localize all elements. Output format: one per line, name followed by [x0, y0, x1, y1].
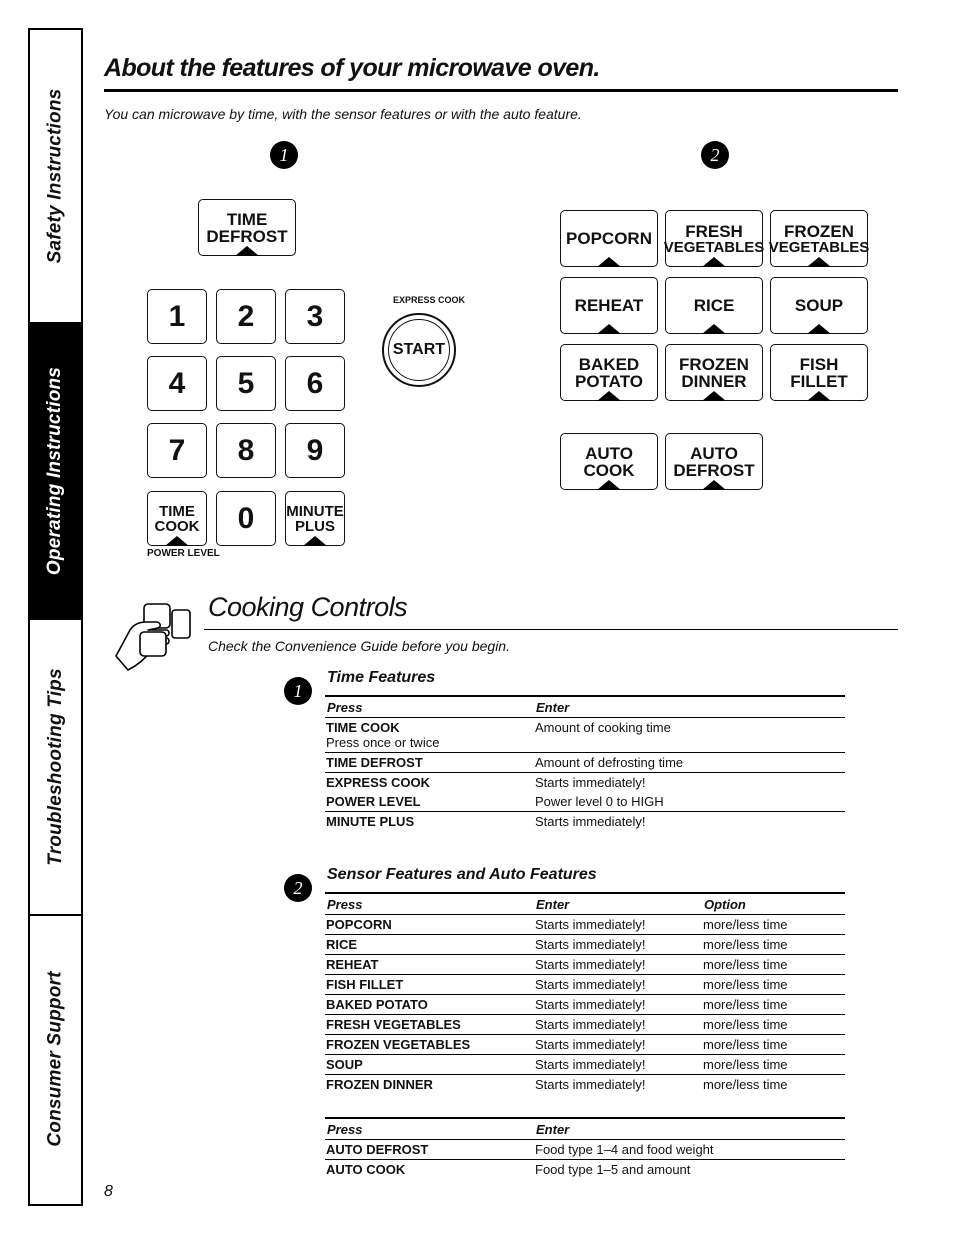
arrow-up-icon: [303, 536, 327, 546]
auto-cook-key[interactable]: [560, 433, 658, 490]
key-label-line1: FROZEN: [679, 354, 749, 374]
key-label-line2: POTATO: [575, 371, 643, 391]
key-label-line2: VEGETABLES: [663, 238, 765, 256]
title-divider: [104, 89, 898, 92]
press-cell: AUTO DEFROST: [325, 1140, 534, 1160]
rice-key[interactable]: [665, 277, 763, 334]
press-cell: FRESH VEGETABLES: [325, 1015, 534, 1035]
press-label: TIME COOK: [326, 720, 400, 735]
table-row: [325, 812, 845, 832]
cooking-controls-title: Cooking Controls: [208, 592, 408, 622]
option-cell: more/less time: [702, 995, 845, 1015]
power-level-caption: POWER LEVEL: [147, 548, 220, 559]
table-row: [325, 1035, 845, 1055]
page-number: 8: [104, 1183, 113, 1200]
enter-cell: Power level 0 to HIGH: [534, 792, 845, 812]
enter-cell: Starts immediately!: [534, 935, 702, 955]
table-row: [325, 1015, 845, 1035]
enter-cell: Starts immediately!: [534, 955, 702, 975]
tab-label: Operating Instructions: [44, 366, 66, 576]
side-tabs: [28, 28, 83, 1206]
time-cook-key[interactable]: [147, 491, 207, 546]
baked-potato-key[interactable]: [560, 344, 658, 401]
key-label-line1: FISH: [799, 354, 839, 374]
enter-cell: Starts immediately!: [534, 995, 702, 1015]
arrow-up-icon: [597, 480, 621, 490]
table-row: [325, 753, 845, 773]
express-cook-caption: EXPRESS COOK: [393, 295, 466, 305]
fresh-vegetables-key[interactable]: [665, 210, 763, 267]
arrow-up-icon: [807, 324, 831, 334]
table-row: [325, 1160, 845, 1180]
enter-cell: Food type 1–5 and amount: [535, 1162, 691, 1177]
cooking-controls-divider: [204, 629, 898, 630]
key-label-line2: DEFROST: [673, 460, 755, 480]
arrow-up-icon: [597, 391, 621, 401]
enter-cell: Amount of cooking time: [534, 718, 845, 753]
page-title: About the features of your microwave oven.: [104, 54, 600, 82]
column-header: Press: [325, 1118, 534, 1140]
key-label-line1: FROZEN: [784, 221, 854, 241]
table-row: [325, 935, 845, 955]
key-label-line1: AUTO: [690, 443, 738, 463]
table-header-row: [325, 893, 845, 915]
table-row: [325, 718, 845, 753]
digit-key-8[interactable]: 8: [216, 423, 276, 478]
auto-features-table: [325, 1117, 845, 1179]
press-cell: POPCORN: [325, 915, 534, 935]
enter-cell: Starts immediately!: [535, 1077, 646, 1092]
digit-key-6[interactable]: 6: [285, 356, 345, 411]
press-cell: FISH FILLET: [325, 975, 534, 995]
digit-key-7[interactable]: 7: [147, 423, 207, 478]
option-cell: more/less time: [702, 955, 845, 975]
press-cell: BAKED POTATO: [325, 995, 534, 1015]
frozen-dinner-key[interactable]: [665, 344, 763, 401]
tab-operating-instructions[interactable]: [30, 322, 81, 620]
hand-pressing-icon: [110, 600, 194, 674]
tab-label: Troubleshooting Tips: [44, 668, 66, 866]
digit-key-9[interactable]: 9: [285, 423, 345, 478]
marker-one: 1: [270, 141, 298, 169]
key-label-line1: REHEAT: [574, 296, 644, 315]
frozen-vegetables-key[interactable]: [770, 210, 868, 267]
table-row: [325, 995, 845, 1015]
key-label-line1: SOUP: [794, 296, 844, 315]
enter-cell: Amount of defrosting time: [534, 753, 845, 773]
key-label-line1: RICE: [693, 296, 735, 315]
column-header: Press: [325, 696, 534, 718]
digit-key-5[interactable]: 5: [216, 356, 276, 411]
column-header: Press: [325, 893, 534, 915]
key-label-line1: TIME: [159, 502, 195, 520]
tab-consumer-support[interactable]: [30, 914, 81, 1204]
key-label-line1: FRESH: [685, 221, 743, 241]
arrow-up-icon: [702, 480, 726, 490]
time-features-table: [325, 695, 845, 831]
arrow-up-icon: [807, 257, 831, 267]
option-cell: more/less time: [702, 915, 845, 935]
arrow-up-icon: [807, 391, 831, 401]
key-label-line2: DINNER: [681, 371, 747, 391]
key-label-line2: COOK: [154, 517, 200, 535]
enter-cell: Starts immediately!: [534, 1035, 702, 1055]
arrow-up-icon: [165, 536, 189, 546]
press-cell: [325, 718, 534, 753]
key-label-line2: DEFROST: [206, 226, 288, 246]
start-button[interactable]: [382, 313, 456, 387]
table-row: [325, 792, 845, 812]
marker-one: 1: [284, 677, 312, 705]
sensor-features-table: [325, 892, 845, 1094]
press-cell: RICE: [325, 935, 534, 955]
press-cell: MINUTE PLUS: [326, 814, 415, 829]
table-row: [325, 915, 845, 935]
option-cell: more/less time: [702, 975, 845, 995]
enter-cell: Starts immediately!: [534, 975, 702, 995]
fish-fillet-key[interactable]: [770, 344, 868, 401]
press-cell: POWER LEVEL: [325, 792, 534, 812]
tab-safety-instructions[interactable]: [30, 30, 81, 324]
digit-key-1[interactable]: 1: [147, 289, 207, 344]
arrow-up-icon: [235, 246, 259, 256]
arrow-up-icon: [702, 391, 726, 401]
tab-troubleshooting-tips[interactable]: [30, 620, 81, 916]
start-label: START: [388, 319, 450, 381]
tab-label: Consumer Support: [44, 971, 66, 1147]
marker-two: 2: [701, 141, 729, 169]
press-cell: FROZEN DINNER: [326, 1077, 433, 1092]
key-label-line2: PLUS: [294, 517, 335, 535]
press-cell: TIME DEFROST: [325, 753, 534, 773]
column-header: Enter: [534, 893, 702, 915]
minute-plus-key[interactable]: [285, 491, 345, 546]
sensor-features-title: Sensor Features and Auto Features: [327, 866, 597, 883]
reheat-key[interactable]: [560, 277, 658, 334]
column-header: Enter: [534, 1118, 845, 1140]
option-cell: more/less time: [702, 935, 845, 955]
arrow-up-icon: [597, 257, 621, 267]
option-cell: more/less time: [702, 1035, 845, 1055]
enter-cell: Starts immediately!: [534, 1015, 702, 1035]
tab-label: Safety Instructions: [44, 88, 66, 264]
enter-cell: Starts immediately!: [534, 1055, 702, 1075]
key-label-line2: FILLET: [790, 371, 848, 391]
key-label-line1: MINUTE: [286, 502, 344, 520]
press-cell: EXPRESS COOK: [326, 775, 431, 790]
intro-text: You can microwave by time, with the sensor features or with the auto feature.: [104, 106, 582, 122]
enter-cell: Starts immediately!: [535, 814, 646, 829]
key-label-line1: BAKED: [578, 354, 640, 374]
table-row: [325, 975, 845, 995]
time-defrost-key[interactable]: [198, 199, 296, 256]
column-header: Option: [702, 893, 845, 915]
enter-cell: Starts immediately!: [534, 915, 702, 935]
digit-key-2[interactable]: 2: [216, 289, 276, 344]
table-row: [325, 1140, 845, 1160]
digit-key-3[interactable]: 3: [285, 289, 345, 344]
arrow-up-icon: [702, 257, 726, 267]
key-label-line2: VEGETABLES: [768, 238, 870, 256]
time-features-title: Time Features: [327, 669, 436, 686]
table-row: [325, 1055, 845, 1075]
press-cell: FROZEN VEGETABLES: [325, 1035, 534, 1055]
key-label-line1: POPCORN: [566, 229, 652, 248]
table-header-row: [325, 1118, 845, 1140]
column-header: Enter: [534, 696, 845, 718]
arrow-up-icon: [702, 324, 726, 334]
enter-cell: Food type 1–4 and food weight: [534, 1140, 845, 1160]
digit-key-4[interactable]: 4: [147, 356, 207, 411]
soup-key[interactable]: [770, 277, 868, 334]
press-cell: SOUP: [325, 1055, 534, 1075]
option-cell: more/less time: [702, 1015, 845, 1035]
press-cell: REHEAT: [325, 955, 534, 975]
press-subtext: Press once or twice: [326, 735, 440, 750]
table-row: [325, 773, 845, 793]
table-row: [325, 955, 845, 975]
cooking-controls-note: Check the Convenience Guide before you begin.: [208, 638, 510, 654]
digit-key-0[interactable]: 0: [216, 491, 276, 546]
option-cell: more/less time: [702, 1055, 845, 1075]
table-row: [325, 1075, 845, 1095]
marker-two: 2: [284, 874, 312, 902]
popcorn-key[interactable]: [560, 210, 658, 267]
enter-cell: Starts immediately!: [535, 775, 646, 790]
table-header-row: [325, 696, 845, 718]
key-label-line1: AUTO: [585, 443, 633, 463]
arrow-up-icon: [597, 324, 621, 334]
auto-defrost-key[interactable]: [665, 433, 763, 490]
key-label-line2: COOK: [583, 460, 635, 480]
press-cell: AUTO COOK: [326, 1162, 406, 1177]
option-cell: more/less time: [703, 1077, 788, 1092]
key-label-line1: TIME: [226, 209, 268, 229]
